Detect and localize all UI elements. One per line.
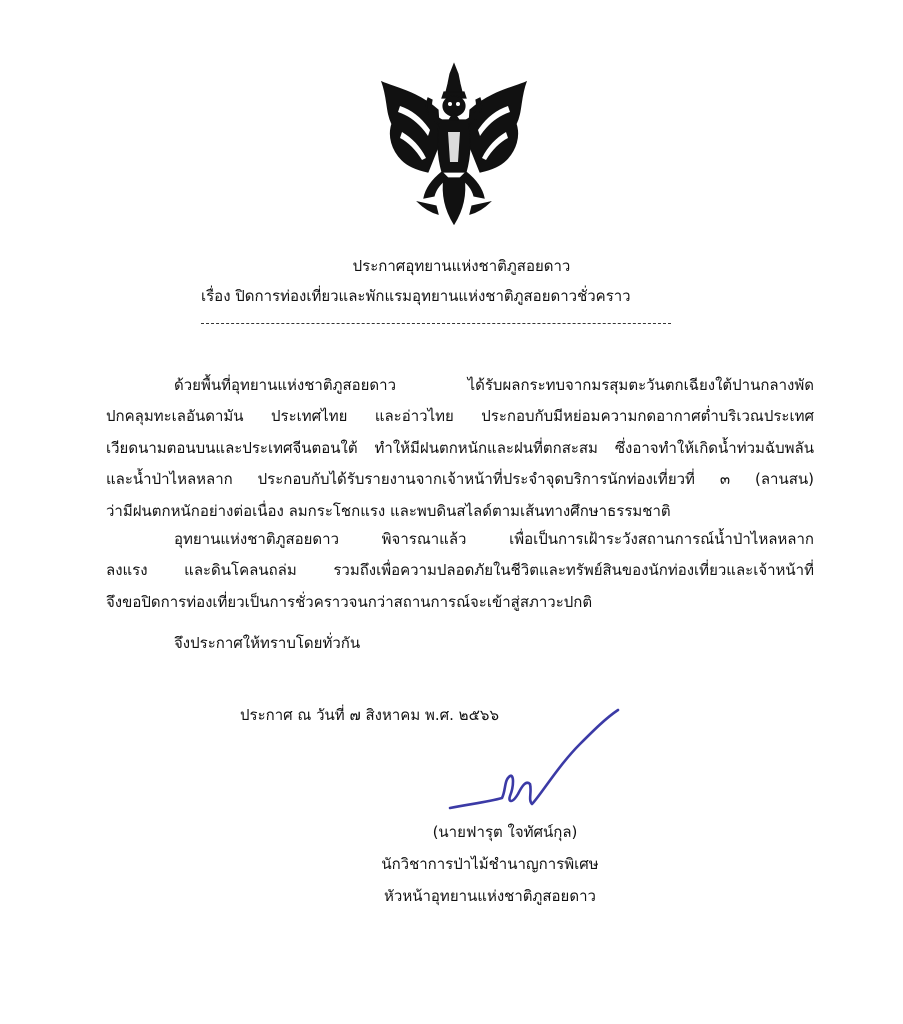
announcement-date: ประกาศ ณ วันที่ ๗ สิงหาคม พ.ศ. ๒๕๖๖	[240, 706, 499, 724]
paragraph-line: ลงแรง และดินโคลนถล่ม รวมถึงเพื่อความปลอดภัยในชีวิตและทรัพย์สินของนักท่องเที่ยวและเจ้าหน้าที่	[106, 561, 814, 580]
dashed-divider	[201, 323, 671, 324]
signer-title: นักวิชาการป่าไม้ชำนาญการพิเศษ	[381, 855, 599, 873]
paragraph-line: ด้วยพื้นที่อุทยานแห่งชาติภูสอยดาว ได้รับผลกระทบจากมรสุมตะวันตกเฉียงใต้ปานกลางพัด	[174, 376, 814, 394]
closing-statement: จึงประกาศให้ทราบโดยทั่วกัน	[174, 634, 361, 652]
paragraph-line: เวียดนามตอนบนและประเทศจีนตอนใต้ ทำให้มีฝนตกหนักและฝนที่ตกสะสม ซึ่งอาจทำให้เกิดน้ำท่วมฉับพลัน	[106, 438, 814, 457]
announcement-title: ประกาศอุทยานแห่งชาติภูสอยดาว	[352, 257, 571, 275]
announcement-subject: เรื่อง ปิดการท่องเที่ยวและพักแรมอุทยานแห่งชาติภูสอยดาวชั่วคราว	[201, 287, 631, 305]
body-paragraph-2	[106, 524, 814, 618]
signer-office: หัวหน้าอุทยานแห่งชาติภูสอยดาว	[384, 887, 596, 905]
paragraph-line: ว่ามีฝนตกหนักอย่างต่อเนื่อง ลมกระโชกแรง และพบดินสไลด์ตามเส้นทางศึกษาธรรมชาติ	[106, 501, 671, 520]
signer-name: (นายฟารุต ใจทัศน์กุล)	[432, 823, 578, 841]
paragraph-line: และน้ำป่าไหลหลาก ประกอบกับได้รับรายงานจากเจ้าหน้าที่ประจำจุดบริการนักท่องเที่ยวที่ ๓ (ลานสน)	[106, 470, 814, 489]
handwritten-signature-icon	[440, 700, 630, 830]
paragraph-line: จึงขอปิดการท่องเที่ยวเป็นการชั่วคราวจนกว่าสถานการณ์จะเข้าสู่สภาวะปกติ	[106, 592, 593, 611]
garuda-emblem-icon	[378, 62, 530, 226]
paragraph-line: อุทยานแห่งชาติภูสอยดาว พิจารณาแล้ว เพื่อเป็นการเฝ้าระวังสถานการณ์น้ำป่าไหลหลาก	[174, 530, 814, 548]
paragraph-line: ปกคลุมทะเลอันดามัน ประเทศไทย และอ่าวไทย ประกอบกับมีหย่อมความกดอากาศต่ำบริเวณประเทศ	[106, 407, 814, 426]
body-paragraph-1	[106, 370, 814, 527]
